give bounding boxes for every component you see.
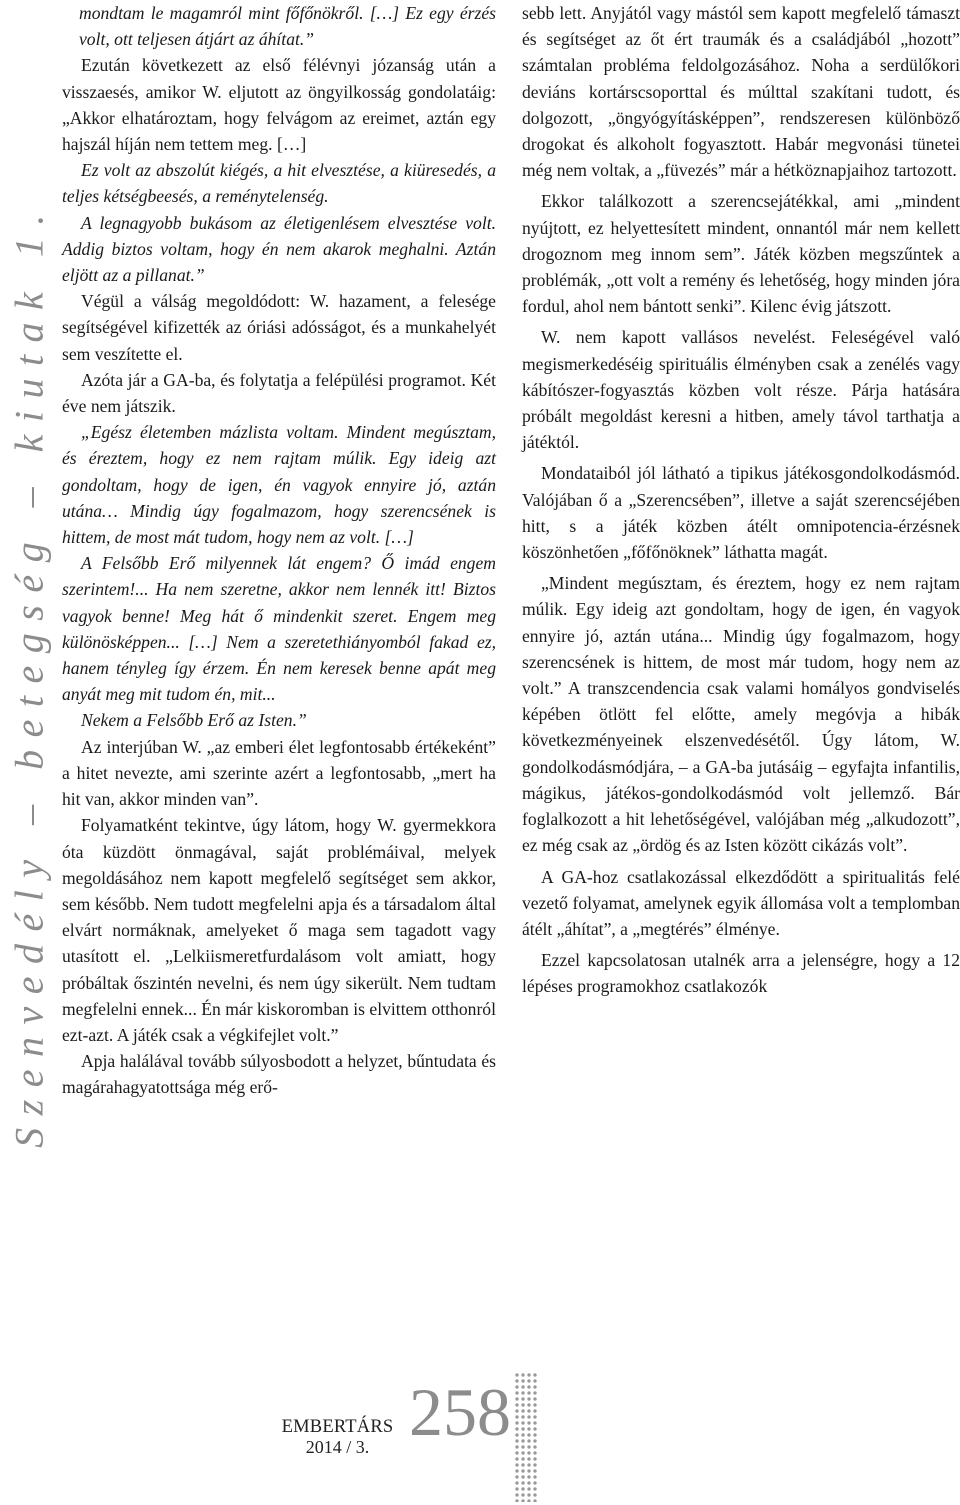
paragraph: „Egész életemben mázlista voltam. Mindent megúsztam, és éreztem, hogy ez nem rajtam múlik. Egy ideig azt gondoltam, hogy de igen, én vagyok ennyire jó, aztán utána… Mindig úgy fogalmazom, hogy szerencsének is hittem, de most mát tudom, hogy nem az volt. […] <box>62 422 496 548</box>
paragraph: „Mindent megúsztam, és éreztem, hogy ez nem rajtam múlik. Egy ideig azt gondoltam, hogy de igen, én vagyok ennyire jó, aztán utána... Mindig úgy fogalmazom, hogy szerencsének is hittem, de most már tudom, hogy nem az volt.” A transzcendencia csak valami homályos gondviselés képében ötlött fel előtte, amely megóvja a hibák következményeinek elszenvedésétől. Úgy látom, W. gondolkodásmódjára, – a GA-ba jutásáig – egyfajta infantilis, mágikus, játékos-gondolkodásmód volt jellemző. Bár foglalkozott a hit lehetőségével, valójában még „alkudozott”, ez még csak az „ördög és az Isten között cikázás volt”. <box>522 573 960 856</box>
paragraph: Ez volt az abszolút kiégés, a hit elvesztése, a kiüresedés, a teljes kétségbeesés, a reménytelenség. <box>62 160 496 207</box>
paragraph: A Felsőbb Erő milyennek lát engem? Ő imád engem szerintem!... Ha nem szeretne, akkor nem lennék itt! Biztos vagyok benne! Meg hát ő mindenkit szeret. Engem meg különösképpen... […] Nem a szeretethiányomból fakad ez, hanem tényleg így érzem. Én nem keresek benne apát meg anyát meg mit tudom én, mit... <box>62 553 496 705</box>
paragraph: Ezután következett az első félévnyi józanság után a visszaesés, amikor W. eljutott az öngyilkosság gondolatáig: „Akkor elhatároztam, hogy felvágom az ereimet, aztán egy hajszál híján nem tettem meg. […] <box>62 55 496 155</box>
paragraph: Azóta jár a GA-ba, és folytatja a felépülési programot. Két éve nem játszik. <box>62 369 496 417</box>
paragraph: mondtam le magamról mint főfőnökről. […] Ez egy érzés volt, ott teljesen átjárt az áhítat.” <box>79 3 496 50</box>
page-number: 258 <box>409 1374 511 1450</box>
left-column <box>62 0 496 1101</box>
paragraph: Nekem a Felsőbb Erő az Isten.” <box>81 710 307 731</box>
paragraph: Folyamatként tekintve, úgy látom, hogy W. gyermekkora óta küzdött önmagával, saját problémáival, melyek megoldásához nem kapott megfelelő segítséget sem akkor, sem később. Nem tudott megfelelni apja és a társadalom által elvárt normáknak, amelyeket ő maga sem tagadott vagy utasított el. „Lelkiismeretfurdalásom volt amiatt, hogy próbáltak őszintén nevelni, és nem úgy sikerült. Nem tudtam megfelelni ennek... Én már kiskoromban is elvittem otthonról ezt-azt. A játék csak a végkifejlet volt.” <box>62 815 496 1045</box>
paragraph: Mondataiból jól látható a tipikus játékosgondolkodásmód. Valójában ő a „Szerencsében”, illetve a saját szerencséjében hitt, s a játék közben átélt omnipotencia-érzésnek köszönhetően „főfőnöknek” láthatta magát. <box>522 463 960 563</box>
paragraph: W. nem kapott vallásos nevelést. Feleségével való megismerkedéséig spirituális élményben csak a zenélés vagy kábítószer-fogyasztás közben volt része. Párja hatására próbált megoldást keresni a hitben, amely távol tarthatja a játéktól. <box>522 327 960 453</box>
dotted-ornament <box>514 1372 538 1502</box>
paragraph: Ekkor találkozott a szerencsejátékkal, ami „mindent nyújtott, ez helyettesített mindent, onnantól már nem kellett drogoznom meg innom sem”. Játék közben megszűntek a problémák, „ott volt a remény és lehetőség, hogy minden jóra fordul, ahol nem bántott senki”. Kilenc évig játszott. <box>522 191 960 317</box>
paragraph: sebb lett. Anyjától vagy mástól sem kapott megfelelő támaszt és segítséget az őt ért traumák és a családjából „hozott” számtalan probléma feldolgozásához. Noha a serdülőkori deviáns kortárscsoporttal és múlttal szakítani tudott, és dolgozott, „öngyógyításképpen”, rendszeresen különböző drogokat és alkoholt fogyasztott. Habár megvonási tünetei még nem voltak, a „füvezés” már a hétköznapjaihoz tartozott. <box>522 3 960 181</box>
issue-number: 2014 / 3. <box>305 1437 370 1457</box>
magazine-footer <box>280 1417 395 1457</box>
running-head-text: Szenvedély – betegség – kiutak 1. <box>6 202 52 1148</box>
paragraph: Apja halálával tovább súlyosbodott a helyzet, bűntudata és magárahagyatottsága még erő- <box>62 1051 496 1098</box>
paragraph: A GA-hoz csatlakozással elkezdődött a spiritualitás felé vezető folyamat, amelynek egyik állomása volt a templomban átélt „áhítat”, a „megtérés” élménye. <box>522 866 960 939</box>
running-head <box>0 0 58 1350</box>
paragraph: Végül a válság megoldódott: W. hazament, a felesége segítségével kifizették az óriási adósságot, és a munkahelyét sem veszítette el. <box>62 291 496 364</box>
paragraph: Az interjúban W. „az emberi élet legfontosabb értékeként” a hitet nevezte, ami szerinte azért a legfontosabb, „mert ha hit van, akkor minden van”. <box>62 736 496 810</box>
paragraph: Ezzel kapcsolatosan utalnék arra a jelenségre, hogy a 12 lépéses programokhoz csatlakozók <box>522 950 960 997</box>
magazine-name: EMBERTÁRS <box>281 1417 394 1437</box>
paragraph: A legnagyobb bukásom az életigenlésem elvesztése volt. Addig biztos voltam, hogy én nem akarok meghalni. Aztán eljött az a pillanat.” <box>62 212 496 286</box>
right-column <box>522 0 960 1000</box>
